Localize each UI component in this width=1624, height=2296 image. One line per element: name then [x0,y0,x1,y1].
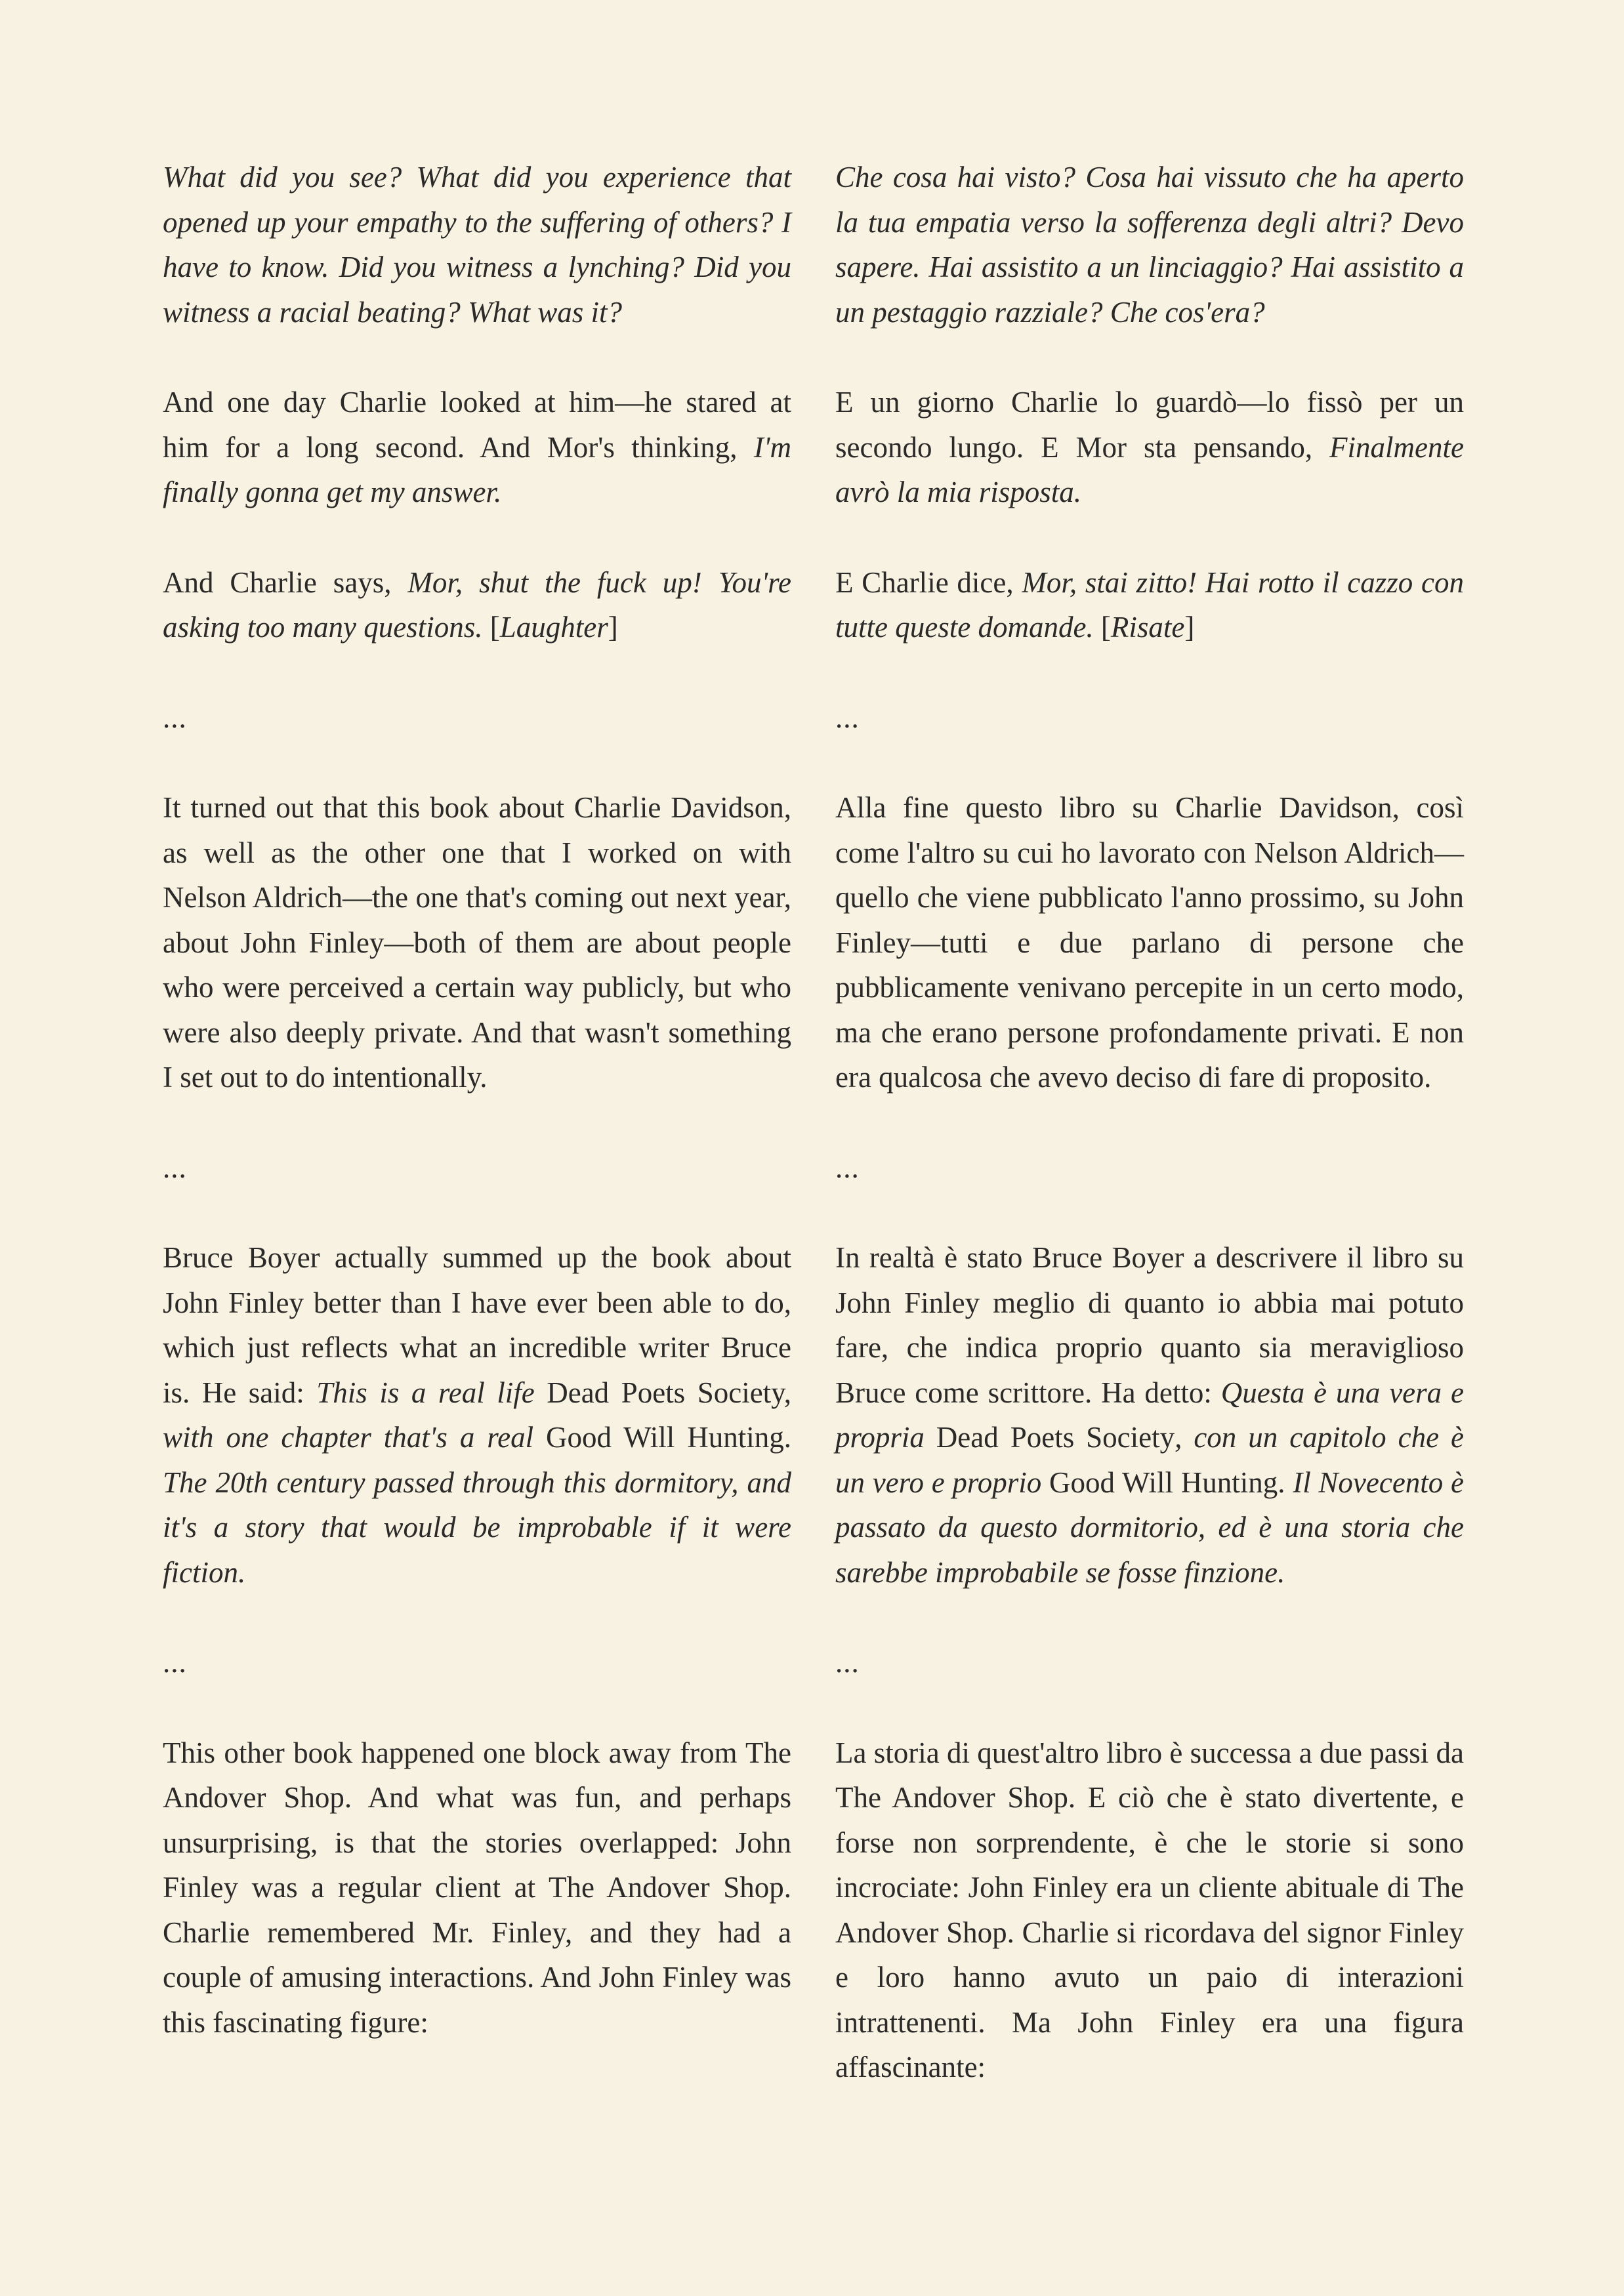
it-p3-risate: Risate [1110,611,1185,644]
en-p2-text: And one day Charlie looked at him—he stared at him for a long second. And Mor's thinking, [163,386,791,464]
it-ellipsis-1 [835,695,1464,741]
it-paragraph-6: La storia di quest'altro libro è successa a due passi da The Andover Shop. E ciò che è stato divertente, e forse non sorprendente, è che le storie si sono incrociate: John Finley era un cliente abituale di The Andover Shop. Charlie si ricordava del signor Finley e loro hanno avuto un paio di interazioni intrattenenti. Ma John Finley era una figura affascinante: [835,1736,1464,2083]
it-p1-italic: Che cosa hai visto? Cosa hai vissuto che ha aperto la tua empatia verso la sofferenza degli altri? Devo sapere. Hai assistito a un linciaggio? Hai assistito a un pestaggio razziale? Che cos'era? [835,161,1464,329]
en-ellipsis-2-text: ... [163,1151,187,1184]
en-p3-bracket-open: [ [482,611,500,644]
en-p3-bracket-close: ] [608,611,618,644]
it-p3-italic: Mor, stai zitto! Hai rotto il cazzo con tutte queste domande. [835,565,1465,644]
it-ellipsis-3 [835,1640,1464,1685]
en-paragraph-1 [163,155,791,335]
it-p5-italic-3: Il Novecento è passato da questo dormitorio, ed è una storia che sarebbe improbabile se fosse finzione. [835,1466,1464,1589]
en-p5-italic-2: with one chapter that's a real [163,1421,534,1454]
en-p5-title-1: Dead Poets Society, [534,1376,792,1409]
it-ellipsis-1-text: ... [835,701,860,734]
en-ellipsis-3 [163,1640,791,1685]
en-p1-italic: What did you see? What did you experience that opened up your empathy to the suffering of others? I have to know. Did you witness a lynching? Did you witness a racial beating? What was it? [163,161,791,329]
it-paragraph-1 [835,155,1464,335]
it-p5-italic-2: , con un capitolo che è un vero e proprio [835,1421,1464,1499]
it-paragraph-5 [835,1235,1464,1595]
en-paragraph-3 [163,560,791,650]
it-p5-text: In realtà è stato Bruce Boyer a descrivere il libro su John Finley meglio di quanto io abbia mai potuto fare, che indica proprio quanto sia meraviglioso Bruce come scrittore. Ha detto: [835,1241,1464,1409]
en-p3-italic: Mor, shut the fuck up! You're asking too many questions. [163,565,791,644]
en-paragraph-2 [163,380,791,515]
it-p5-title-2: Good Will Hunting. [1041,1466,1293,1499]
it-p3-text: E Charlie dice, [835,565,1022,599]
en-p3-laughter: Laughter [499,611,608,644]
en-p5-text: Bruce Boyer actually summed up the book about John Finley better than I have ever been able to do, which just reflects what an incredible writer Bruce is. He said: [163,1241,791,1409]
en-p5-italic-1: This is a real life [316,1376,535,1409]
it-ellipsis-3-text: ... [835,1646,860,1679]
it-paragraph-2 [835,380,1464,515]
it-p3-bracket-open: [ [1093,611,1111,644]
it-ellipsis-2 [835,1145,1464,1191]
it-p5-title-1: Dead Poets Society [924,1421,1175,1454]
it-paragraph-3 [835,560,1464,650]
it-p3-bracket-close: ] [1184,611,1195,644]
en-p5-title-2: Good Will Hunting. [533,1421,791,1454]
en-paragraph-4: It turned out that this book about Charlie Davidson, as well as the other one that I worked on with Nelson Aldrich—the one that's coming out next year, about John Finley—both of them are about people who were perceived a certain way publicly, but who were also deeply private. And that wasn't something I set out to do intentionally. [163,791,791,1094]
en-paragraph-5 [163,1235,791,1595]
en-ellipsis-1-text: ... [163,701,187,734]
it-p2-italic: Finalmente avrò la mia risposta. [835,430,1464,508]
it-p2-text: E un giorno Charlie lo guardò—lo fissò per un secondo lungo. E Mor sta pensando, [835,386,1464,464]
it-paragraph-4: Alla fine questo libro su Charlie Davidson, così come l'altro su cui ho lavorato con Nelson Aldrich—quello che viene pubblicato l'anno prossimo, su John Finley—tutti e due parlano di persone che pubblicamente venivano percepite in un certo modo, ma che erano persone profondamente privati. E non era qualcosa che avevo deciso di fare di proposito. [835,791,1464,1094]
en-p2-italic: I'm finally gonna get my answer. [163,430,791,508]
it-ellipsis-2-text: ... [835,1151,860,1184]
en-paragraph-6: This other book happened one block away from The Andover Shop. And what was fun, and perhaps unsurprising, is that the stories overlapped: John Finley was a regular client at The Andover Shop. Charlie remembered Mr. Finley, and they had a couple of amusing interactions. And John Finley was this fascinating figure: [163,1736,791,2039]
en-p3-text: And Charlie says, [163,565,408,599]
it-p5-italic-1: Questa è una vera e propria [835,1376,1464,1454]
italian-column [835,155,1464,2135]
en-p5-italic-3: The 20th century passed through this dormitory, and it's a story that would be improbable if it were fiction. [163,1466,791,1589]
english-column [163,155,791,2090]
en-ellipsis-2 [163,1145,791,1191]
en-ellipsis-3-text: ... [163,1646,187,1679]
en-ellipsis-1 [163,695,791,741]
